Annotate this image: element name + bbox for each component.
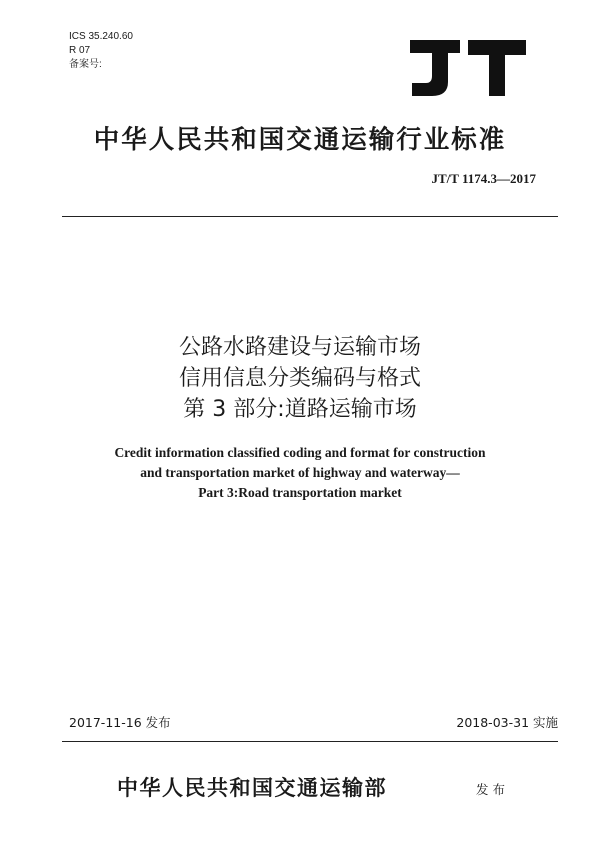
english-title-line-3: Part 3:Road transportation market [198, 485, 402, 500]
implementation-date: 2018-03-31 实施 [456, 715, 558, 730]
issue-date: 2017-11-16 发布 [69, 715, 171, 730]
issued-label: 发布 [476, 782, 510, 797]
english-title-line-2: and transportation market of highway and waterway— [140, 465, 460, 480]
footer-divider [62, 741, 558, 742]
classification-block [69, 30, 133, 72]
standard-number: JT/T 1174.3—2017 [431, 171, 536, 186]
chinese-title [0, 332, 600, 425]
chinese-title-line-3: 第 3 部分:道路运输市场 [183, 397, 417, 422]
industry-standard-title: 中华人民共和国交通运输行业标准 [93, 125, 507, 155]
ics-code: ICS 35.240.60 [69, 31, 133, 42]
header-divider [62, 216, 558, 217]
jt-logo [408, 36, 528, 98]
record-number-label: 备案号: [69, 59, 102, 70]
english-title-line-1: Credit information classified coding and format for construction [114, 445, 486, 460]
ccs-code: R 07 [69, 45, 91, 56]
chinese-title-line-2: 信用信息分类编码与格式 [178, 366, 421, 391]
chinese-title-line-1: 公路水路建设与运输市场 [178, 335, 421, 360]
issuing-ministry: 中华人民共和国交通运输部 [117, 775, 387, 800]
english-title [0, 443, 600, 503]
